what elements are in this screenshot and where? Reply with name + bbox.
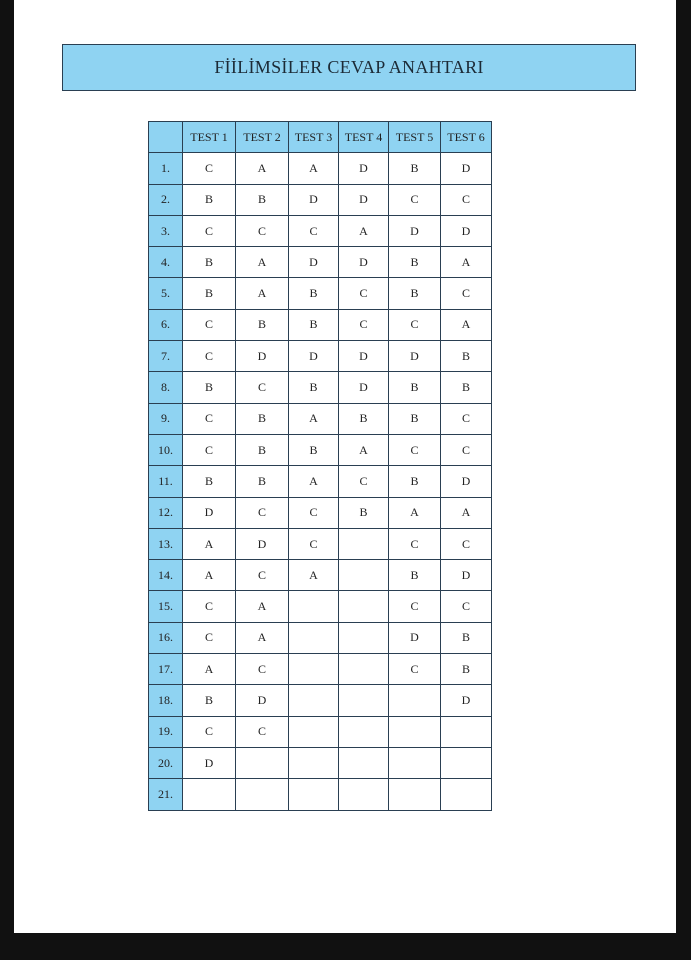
answer-cell: D bbox=[441, 685, 492, 716]
table-row bbox=[149, 654, 492, 685]
answer-cell: B bbox=[183, 247, 236, 278]
answer-cell bbox=[289, 747, 339, 778]
question-number: 4. bbox=[149, 247, 183, 278]
question-number: 14. bbox=[149, 560, 183, 591]
answer-cell bbox=[339, 716, 389, 747]
question-number: 5. bbox=[149, 278, 183, 309]
answer-cell: A bbox=[183, 654, 236, 685]
answer-cell: C bbox=[441, 591, 492, 622]
answer-cell: C bbox=[389, 309, 441, 340]
answer-cell: C bbox=[389, 184, 441, 215]
table-row bbox=[149, 341, 492, 372]
answer-cell: B bbox=[389, 372, 441, 403]
answer-cell: D bbox=[339, 153, 389, 184]
question-number: 9. bbox=[149, 403, 183, 434]
answer-cell: A bbox=[339, 215, 389, 246]
answer-cell bbox=[389, 747, 441, 778]
answer-cell: D bbox=[183, 497, 236, 528]
table-row bbox=[149, 153, 492, 184]
answer-cell: B bbox=[441, 341, 492, 372]
answer-cell bbox=[441, 716, 492, 747]
answer-cell: A bbox=[183, 528, 236, 559]
answer-cell: B bbox=[183, 372, 236, 403]
question-number: 16. bbox=[149, 622, 183, 653]
answer-cell: A bbox=[289, 403, 339, 434]
answer-cell: C bbox=[183, 403, 236, 434]
answer-cell: B bbox=[236, 434, 289, 465]
table-row bbox=[149, 215, 492, 246]
table-row bbox=[149, 466, 492, 497]
question-number: 10. bbox=[149, 434, 183, 465]
table-row bbox=[149, 247, 492, 278]
table-row bbox=[149, 309, 492, 340]
table-row bbox=[149, 560, 492, 591]
answer-cell bbox=[339, 654, 389, 685]
page-title-text: FİİLİMSİLER CEVAP ANAHTARI bbox=[214, 57, 484, 77]
answer-cell: C bbox=[289, 497, 339, 528]
answer-cell bbox=[389, 779, 441, 810]
answer-cell bbox=[289, 591, 339, 622]
answer-cell: C bbox=[441, 278, 492, 309]
question-number: 15. bbox=[149, 591, 183, 622]
answer-cell: B bbox=[183, 184, 236, 215]
question-number: 7. bbox=[149, 341, 183, 372]
answer-cell: C bbox=[183, 153, 236, 184]
table-row bbox=[149, 747, 492, 778]
answer-key-table bbox=[148, 121, 492, 811]
answer-cell: D bbox=[389, 215, 441, 246]
answer-cell: C bbox=[183, 434, 236, 465]
answer-cell: A bbox=[236, 591, 289, 622]
question-number: 17. bbox=[149, 654, 183, 685]
answer-cell: B bbox=[236, 309, 289, 340]
answer-cell: C bbox=[339, 309, 389, 340]
answer-cell: A bbox=[289, 153, 339, 184]
answer-cell: D bbox=[339, 247, 389, 278]
answer-cell: B bbox=[339, 497, 389, 528]
question-number: 13. bbox=[149, 528, 183, 559]
table-row bbox=[149, 622, 492, 653]
answer-cell: C bbox=[339, 278, 389, 309]
answer-cell: D bbox=[389, 622, 441, 653]
question-number: 3. bbox=[149, 215, 183, 246]
table-row bbox=[149, 372, 492, 403]
answer-cell: D bbox=[289, 184, 339, 215]
answer-cell: C bbox=[183, 341, 236, 372]
answer-cell: C bbox=[183, 716, 236, 747]
table-corner-cell bbox=[149, 122, 183, 153]
column-header-test-5: TEST 5 bbox=[389, 122, 441, 153]
answer-cell: A bbox=[339, 434, 389, 465]
answer-cell: A bbox=[289, 466, 339, 497]
answer-cell: A bbox=[389, 497, 441, 528]
answer-cell: D bbox=[289, 341, 339, 372]
table-row bbox=[149, 685, 492, 716]
answer-cell: A bbox=[183, 560, 236, 591]
answer-cell: B bbox=[183, 685, 236, 716]
question-number: 8. bbox=[149, 372, 183, 403]
answer-cell: B bbox=[389, 403, 441, 434]
table-row bbox=[149, 591, 492, 622]
question-number: 20. bbox=[149, 747, 183, 778]
column-header-test-2: TEST 2 bbox=[236, 122, 289, 153]
question-number: 12. bbox=[149, 497, 183, 528]
answer-cell: B bbox=[236, 184, 289, 215]
answer-cell bbox=[236, 747, 289, 778]
answer-cell: C bbox=[183, 309, 236, 340]
answer-cell: B bbox=[289, 372, 339, 403]
answer-cell: B bbox=[289, 278, 339, 309]
table-row bbox=[149, 403, 492, 434]
answer-cell: D bbox=[339, 341, 389, 372]
answer-cell: C bbox=[183, 622, 236, 653]
table-row bbox=[149, 528, 492, 559]
answer-cell: B bbox=[289, 309, 339, 340]
answer-cell: C bbox=[236, 560, 289, 591]
answer-cell: B bbox=[389, 560, 441, 591]
answer-cell: C bbox=[236, 654, 289, 685]
table-row bbox=[149, 497, 492, 528]
answer-cell: C bbox=[236, 372, 289, 403]
answer-cell: D bbox=[389, 341, 441, 372]
answer-cell: D bbox=[441, 466, 492, 497]
answer-cell: C bbox=[183, 591, 236, 622]
question-number: 19. bbox=[149, 716, 183, 747]
answer-cell: A bbox=[441, 497, 492, 528]
answer-cell: D bbox=[236, 528, 289, 559]
answer-cell: B bbox=[236, 466, 289, 497]
answer-cell: C bbox=[441, 434, 492, 465]
answer-cell bbox=[289, 654, 339, 685]
answer-cell bbox=[289, 779, 339, 810]
answer-cell: B bbox=[236, 403, 289, 434]
question-number: 2. bbox=[149, 184, 183, 215]
answer-cell bbox=[339, 622, 389, 653]
answer-cell bbox=[339, 685, 389, 716]
answer-cell: A bbox=[289, 560, 339, 591]
question-number: 21. bbox=[149, 779, 183, 810]
question-number: 18. bbox=[149, 685, 183, 716]
answer-cell: B bbox=[389, 247, 441, 278]
column-header-test-3: TEST 3 bbox=[289, 122, 339, 153]
answer-cell: A bbox=[441, 247, 492, 278]
answer-cell: D bbox=[183, 747, 236, 778]
answer-cell: C bbox=[389, 434, 441, 465]
answer-cell bbox=[183, 779, 236, 810]
answer-cell bbox=[289, 622, 339, 653]
question-number: 1. bbox=[149, 153, 183, 184]
answer-cell: A bbox=[236, 278, 289, 309]
table-row bbox=[149, 779, 492, 810]
table-header-row bbox=[149, 122, 492, 153]
page-title bbox=[62, 44, 636, 91]
answer-cell: C bbox=[389, 528, 441, 559]
answer-cell bbox=[389, 716, 441, 747]
table-row bbox=[149, 434, 492, 465]
answer-cell: D bbox=[289, 247, 339, 278]
answer-cell: C bbox=[289, 215, 339, 246]
answer-cell bbox=[236, 779, 289, 810]
answer-cell: B bbox=[441, 654, 492, 685]
answer-cell: D bbox=[339, 372, 389, 403]
answer-cell: B bbox=[389, 153, 441, 184]
answer-cell: C bbox=[236, 716, 289, 747]
answer-cell: A bbox=[441, 309, 492, 340]
table-row bbox=[149, 184, 492, 215]
answer-cell: B bbox=[183, 466, 236, 497]
answer-cell: B bbox=[339, 403, 389, 434]
answer-cell: D bbox=[441, 215, 492, 246]
question-number: 6. bbox=[149, 309, 183, 340]
table-body bbox=[149, 153, 492, 810]
answer-cell: C bbox=[339, 466, 389, 497]
answer-cell: C bbox=[236, 215, 289, 246]
column-header-test-1: TEST 1 bbox=[183, 122, 236, 153]
answer-cell: B bbox=[183, 278, 236, 309]
table-row bbox=[149, 716, 492, 747]
answer-cell: B bbox=[289, 434, 339, 465]
answer-cell: C bbox=[289, 528, 339, 559]
answer-cell: C bbox=[183, 215, 236, 246]
answer-cell: B bbox=[441, 622, 492, 653]
answer-cell: B bbox=[389, 278, 441, 309]
answer-cell bbox=[289, 716, 339, 747]
answer-cell bbox=[339, 560, 389, 591]
question-number: 11. bbox=[149, 466, 183, 497]
answer-cell bbox=[441, 747, 492, 778]
answer-cell bbox=[339, 779, 389, 810]
answer-key-page bbox=[14, 0, 676, 933]
table-row bbox=[149, 278, 492, 309]
answer-cell: D bbox=[441, 153, 492, 184]
answer-cell: C bbox=[236, 497, 289, 528]
answer-cell bbox=[339, 591, 389, 622]
answer-cell: A bbox=[236, 247, 289, 278]
column-header-test-6: TEST 6 bbox=[441, 122, 492, 153]
column-header-test-4: TEST 4 bbox=[339, 122, 389, 153]
answer-cell: B bbox=[389, 466, 441, 497]
answer-cell: A bbox=[236, 622, 289, 653]
answer-cell bbox=[289, 685, 339, 716]
answer-cell: B bbox=[441, 372, 492, 403]
answer-cell: C bbox=[389, 654, 441, 685]
answer-cell: D bbox=[236, 341, 289, 372]
answer-cell bbox=[441, 779, 492, 810]
answer-cell: D bbox=[236, 685, 289, 716]
answer-cell: C bbox=[441, 184, 492, 215]
answer-cell: D bbox=[339, 184, 389, 215]
answer-cell bbox=[339, 528, 389, 559]
answer-cell: A bbox=[236, 153, 289, 184]
answer-cell: C bbox=[441, 528, 492, 559]
answer-cell bbox=[389, 685, 441, 716]
answer-cell: D bbox=[441, 560, 492, 591]
answer-cell: C bbox=[441, 403, 492, 434]
answer-cell bbox=[339, 747, 389, 778]
answer-cell: C bbox=[389, 591, 441, 622]
